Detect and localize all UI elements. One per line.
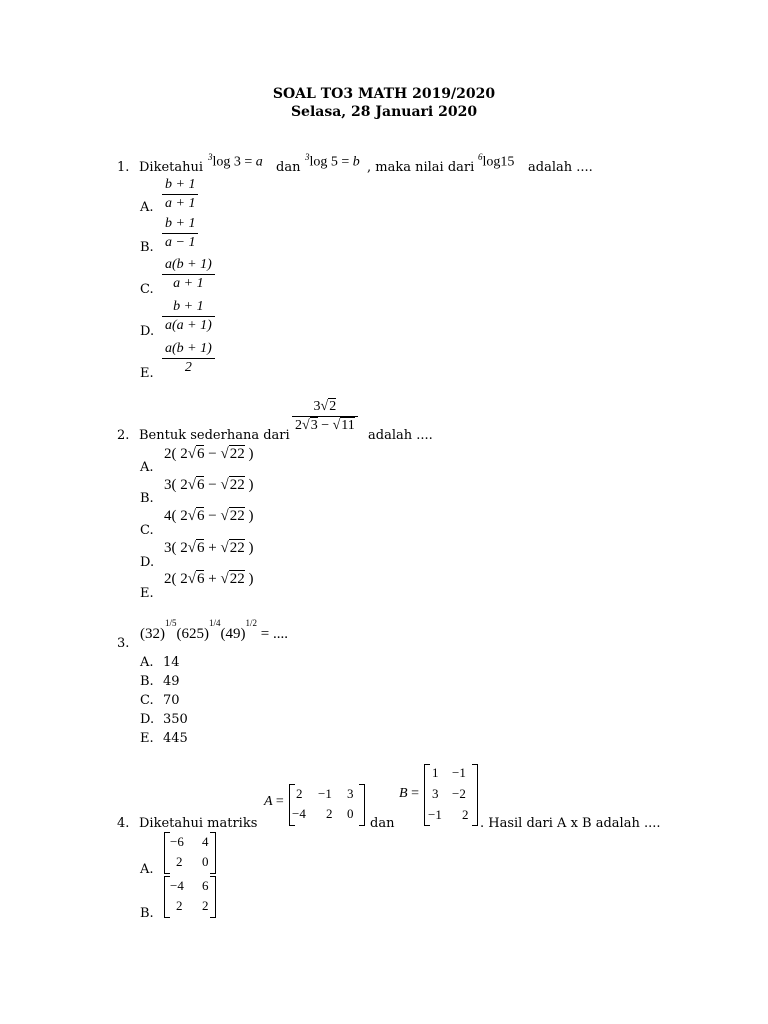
q3-option-e-value: 445 [163,731,188,746]
q1-option-a-label: A. [140,200,154,215]
q2-number: 2. [117,428,130,443]
q3-option-c-label: C. [140,693,154,708]
q2-option-b-expr: 3( 2√6 − √22 ) [164,477,254,493]
q2-text-adalah: adalah .... [368,428,433,443]
q4-option-a-cell: 2 [176,854,183,869]
q2-option-a-label: A. [140,460,154,475]
page-date: Selasa, 28 Januari 2020 [290,104,478,120]
q1-option-c-fraction: $\frac{a(b + 1)}{a + 1}$ [162,256,215,293]
q1-text-diketahui: Diketahui [139,160,204,175]
q3-option-d-label: D. [140,712,155,727]
q4-matrix-b-cell: −1 [428,807,442,822]
q4-option-a-cell: 4 [202,834,209,849]
q4-option-b-cell: 2 [176,898,183,913]
q4-text-hasil: . Hasil dari A x B adalah .... [480,816,661,831]
q4-matrix-a-cell: −1 [318,786,332,801]
q1-expr-log15: $^6$log15 [478,152,515,170]
q4-matrix-b-cell: −1 [452,765,466,780]
q3-option-b-value: 49 [163,674,180,689]
q2-option-d-label: D. [140,555,155,570]
q1-option-c-label: C. [140,282,154,297]
q4-matrix-b-cell: 1 [432,765,439,780]
q3-option-a-value: 14 [163,655,180,670]
q1-text-adalah: adalah .... [528,160,593,175]
q4-matrix-a-cell: 0 [347,806,354,821]
q1-expr-log-b: $^3$log 5 = b [305,152,360,170]
page-title: SOAL TO3 MATH 2019/2020 [272,86,496,102]
q1-option-e-fraction: $\frac{a(b + 1)}{2}$ [162,340,215,377]
q3-option-e-label: E. [140,731,154,746]
q3-number: 3. [117,636,130,651]
q2-option-a-expr: 2( 2√6 − √22 ) [164,446,254,462]
q3-option-d-value: 350 [163,712,188,727]
q3-option-c-value: 70 [163,693,180,708]
q4-option-a-cell: −6 [170,834,184,849]
q4-option-a-right-bracket [210,832,216,874]
q4-matrix-a-cell: −4 [292,806,306,821]
q4-matrix-b-cell: 2 [462,807,469,822]
q4-matrix-b-cell: −2 [452,786,466,801]
q4-matrix-a-label: A = [264,794,284,809]
q2-option-c-label: C. [140,523,154,538]
q2-expression-fraction: $\frac{3√2}{2√3 - √11}$ [292,398,358,435]
q4-matrix-a-right-bracket [359,784,365,826]
q1-option-e-label: E. [140,366,154,381]
q4-text-dan: dan [370,816,395,831]
q4-option-b-label: B. [140,906,154,921]
q4-option-a-label: A. [140,862,154,877]
q3-option-a-label: A. [140,655,154,670]
q4-option-b-right-bracket [210,876,216,918]
q1-option-a-fraction: $\frac{b + 1}{a + 1}$ [162,176,198,213]
q4-matrix-a-cell: 2 [296,786,303,801]
q4-number: 4. [117,816,130,831]
q4-option-b-cell: 2 [202,898,209,913]
q4-matrix-a-cell: 2 [326,806,333,821]
q4-matrix-b-cell: 3 [432,786,439,801]
q1-expr-log-a: $^3$log 3 = a [208,152,263,170]
q1-option-d-fraction: $\frac{b + 1}{a(a + 1)}$ [162,298,215,335]
q1-number: 1. [117,160,130,175]
q4-option-b-cell: 6 [202,878,209,893]
q4-matrix-b-label: B = [399,786,419,801]
q1-option-b-label: B. [140,240,154,255]
q4-option-b-cell: −4 [170,878,184,893]
q1-option-d-label: D. [140,324,155,339]
q3-expression: $(32)^{1/5}(625)^{1/4}(49)^{1/2}$ = .... [140,618,289,642]
q1-text-maka: , maka nilai dari [367,160,475,175]
q1-option-b-fraction: $\frac{b + 1}{a - 1}$ [162,215,198,252]
q2-option-e-expr: 2( 2√6 + √22 ) [164,571,254,587]
q1-text-dan: dan [276,160,301,175]
q4-matrix-b-right-bracket [472,764,478,826]
q2-option-e-label: E. [140,586,154,601]
q4-matrix-a-cell: 3 [347,786,354,801]
q2-text: Bentuk sederhana dari [139,428,290,443]
q4-text: Diketahui matriks [139,816,258,831]
q3-option-b-label: B. [140,674,154,689]
q2-option-b-label: B. [140,491,154,506]
q2-option-c-expr: 4( 2√6 − √22 ) [164,508,254,524]
q4-option-a-cell: 0 [202,854,209,869]
q2-option-d-expr: 3( 2√6 + √22 ) [164,540,254,556]
